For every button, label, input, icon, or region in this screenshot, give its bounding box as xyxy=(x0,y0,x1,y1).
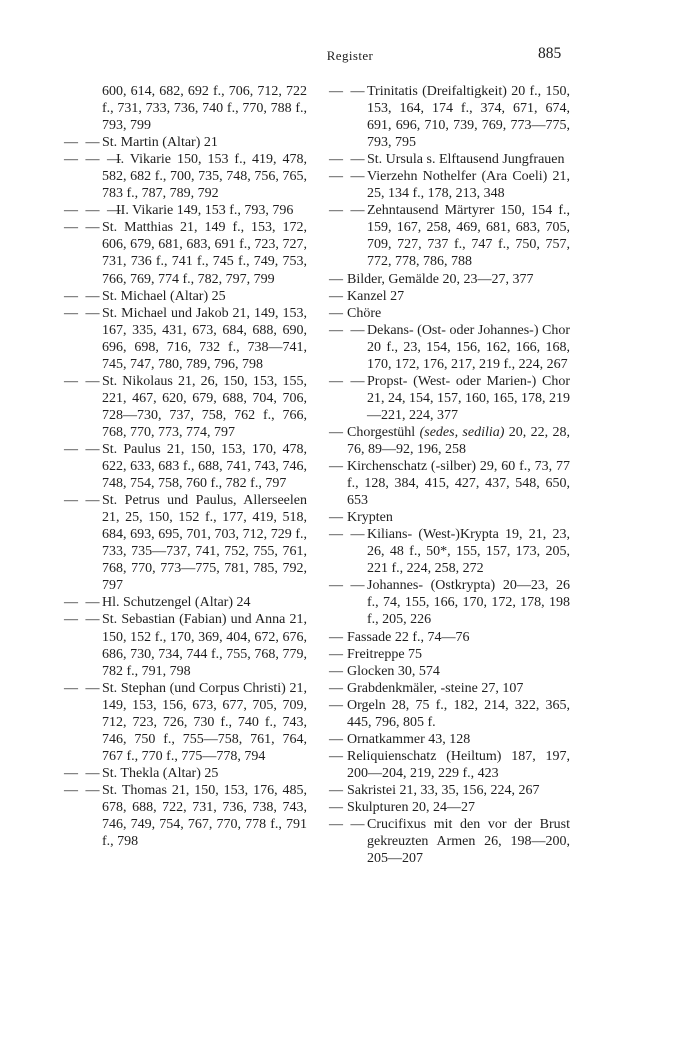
entry-dash: — — xyxy=(329,152,367,168)
entry-dash: — — — xyxy=(64,152,123,168)
index-entry xyxy=(329,271,570,288)
entry-text: Fassade 22 f., 74—76 xyxy=(347,629,470,645)
entry-text: Chorgestühl xyxy=(347,424,416,440)
index-entry xyxy=(64,134,307,151)
entry-dash: — xyxy=(329,663,345,679)
entry-dash: — xyxy=(329,629,345,645)
entry-text: Trinitatis (Dreifaltigkeit) 20 f., 150, 153, 164, 174 f., 374, 671, 674, 691, 696, 710, 739, 769, 773—775, 793, 795 xyxy=(367,84,570,151)
index-entry xyxy=(329,697,570,731)
index-entry xyxy=(64,373,307,441)
running-header: Register xyxy=(326,48,374,63)
entry-dash: — — xyxy=(64,288,102,304)
entry-text: Orgeln 28, 75 f., 182, 214, 322, 365, 445, 796, 805 f. xyxy=(347,697,570,730)
index-entry xyxy=(329,526,570,577)
index-entry xyxy=(329,83,570,151)
index-entry xyxy=(64,680,307,765)
entry-dash: — — xyxy=(329,84,367,99)
entry-dash: — — xyxy=(64,612,102,628)
index-entry xyxy=(329,305,570,322)
entry-dash: — — xyxy=(329,169,367,185)
entry-dash: — — xyxy=(64,373,102,389)
index-entry xyxy=(329,288,570,305)
entry-text: I. Vikarie 150, 153 f., 419, 478, 582, 682 f., 700, 735, 748, 756, 765, 783 f., 787, 789, 792 xyxy=(102,152,307,202)
entry-text: Grabdenkmäler, -steine 27, 107 xyxy=(347,680,524,696)
entry-dash: — xyxy=(329,680,345,696)
entry-dash: — xyxy=(329,510,345,526)
entry-dash: — — xyxy=(64,135,102,151)
index-entry xyxy=(329,748,570,782)
entry-dash: — xyxy=(329,731,345,747)
index-entry xyxy=(64,288,307,305)
entry-dash: — xyxy=(329,782,345,798)
entry-text: St. Thekla (Altar) 25 xyxy=(102,765,219,781)
index-entry xyxy=(329,680,570,697)
entry-text-continued: 20, 22, 28, 76, 89—92, 196, 258 xyxy=(347,424,571,457)
entry-text: St. Paulus 21, 150, 153, 170, 478, 622, 633, 683 f., 688, 741, 743, 746, 748, 754, 758, 760 f., 782 f., 797 xyxy=(102,441,307,492)
entry-text: Skulpturen 20, 24—27 xyxy=(347,799,475,815)
entry-dash: — — xyxy=(64,305,102,321)
entry-text: St. Stephan (und Corpus Christi) 21, 149, 153, 156, 673, 677, 705, 709, 712, 723, 726, 730 f., 740 f., 743, 746, 750 f., 755—758, 761, 764, 767 f., 770 f., 775—778, 794 xyxy=(102,680,307,764)
entry-text: Chöre xyxy=(347,305,382,321)
entry-dash: — xyxy=(329,271,345,287)
entry-dash: — xyxy=(329,748,345,764)
entry-text: St. Sebastian (Fabian) und Anna 21, 150, 152 f., 170, 369, 404, 672, 676, 686, 730, 734, 744 f., 755, 768, 779, 782 f., 791, 798 xyxy=(102,612,307,679)
entry-text: St. Petrus und Paulus, Allerseelen 21, 25, 150, 152 f., 177, 419, 518, 684, 693, 695, 701, 703, 712, 729 f., 733, 735—737, 741, 752, 755, 761, 768, 770, 773—775, 781, 785, 792, 797 xyxy=(102,493,307,594)
entry-text: Ornatkammer 43, 128 xyxy=(347,731,471,747)
index-entry xyxy=(64,305,307,373)
entry-dash: — xyxy=(329,459,345,475)
index-entry xyxy=(64,492,307,594)
entry-text: Hl. Schutzengel (Altar) 24 xyxy=(102,595,251,611)
entry-text: Kirchenschatz (-silber) 29, 60 f., 73, 77 f., 128, 384, 415, 427, 437, 548, 650, 653 xyxy=(347,459,570,509)
entry-text: Zehntausend Märtyrer 150, 154 f., 159, 167, 258, 469, 681, 683, 705, 709, 727, 737 f., 747 f., 750, 757, 772, 778, 786, 788 xyxy=(367,203,570,270)
entry-dash: — — xyxy=(64,493,102,509)
entry-dash: — — xyxy=(329,203,367,219)
entry-text: Johannes- (Ostkrypta) 20—23, 26 f., 74, 155, 166, 170, 172, 178, 198 f., 205, 226 xyxy=(367,578,570,628)
index-entry xyxy=(329,629,570,646)
entry-dash: — — xyxy=(329,322,367,338)
index-entry xyxy=(329,424,570,458)
index-entry xyxy=(329,509,570,526)
entry-dash: — — xyxy=(329,527,367,543)
entry-text: Kilians- (West-)Krypta 19, 21, 23, 26, 48 f., 50*, 155, 157, 173, 205, 221 f., 224, 258, 272 xyxy=(367,527,570,577)
index-entry xyxy=(64,202,307,219)
index-entry xyxy=(329,663,570,680)
entry-dash: — xyxy=(329,424,345,440)
entry-text: St. Martin (Altar) 21 xyxy=(102,135,218,151)
index-entry xyxy=(329,816,570,867)
entry-text: St. Matthias 21, 149 f., 153, 172, 606, 679, 681, 683, 691 f., 723, 727, 731, 736 f., 741 f., 745 f., 749, 753, 766, 769, 774 f., 782, 797, 799 xyxy=(102,220,307,287)
entry-text: St. Michael und Jakob 21, 149, 153, 167, 335, 431, 673, 684, 688, 690, 696, 698, 716, 732 f., 738—741, 745, 747, 780, 789, 796, 798 xyxy=(102,305,307,372)
index-column-right xyxy=(329,83,570,867)
entry-italic-text: (sedes, sedilia) xyxy=(419,424,505,440)
entry-dash: — — xyxy=(329,817,367,833)
entry-dash: — — xyxy=(64,595,102,611)
index-entry xyxy=(64,219,307,287)
index-column-left xyxy=(64,83,307,850)
index-entry xyxy=(329,322,570,373)
index-entry xyxy=(64,83,307,134)
entry-dash: — xyxy=(329,799,345,815)
index-entry xyxy=(329,782,570,799)
index-entry xyxy=(329,577,570,628)
entry-text: Bilder, Gemälde 20, 23—27, 377 xyxy=(347,271,534,287)
entry-text: 600, 614, 682, 692 f., 706, 712, 722 f., 731, 733, 736, 740 f., 770, 788 f., 793, 799 xyxy=(102,84,307,134)
entry-dash: — — xyxy=(64,220,102,236)
index-entry xyxy=(329,731,570,748)
entry-text: Freitreppe 75 xyxy=(347,646,423,662)
entry-text: Propst- (West- oder Marien-) Chor 21, 24, 154, 157, 160, 165, 178, 219—221, 224, 377 xyxy=(367,373,570,423)
entry-text: St. Nikolaus 21, 26, 150, 153, 155, 221, 467, 620, 679, 688, 704, 706, 728—730, 737, 758, 762 f., 766, 768, 770, 773, 774, 797 xyxy=(102,373,307,440)
index-entry xyxy=(329,168,570,202)
entry-text: St. Ursula s. Elftausend Jungfrauen xyxy=(367,152,565,168)
entry-text: St. Michael (Altar) 25 xyxy=(102,288,226,304)
entry-dash: — — xyxy=(329,373,367,389)
entry-text: Reliquienschatz (Heiltum) 187, 197, 200—204, 219, 229 f., 423 xyxy=(347,748,570,781)
entry-text: Dekans- (Ost- oder Johannes-) Chor 20 f., 23, 154, 156, 162, 166, 168, 170, 172, 176, 217, 219 f., 224, 267 xyxy=(367,322,570,372)
entry-dash: — — xyxy=(64,765,102,781)
index-entry xyxy=(329,458,570,509)
index-entry xyxy=(64,782,307,850)
index-entry xyxy=(329,151,570,168)
entry-text: Glocken 30, 574 xyxy=(347,663,440,679)
entry-dash: — — xyxy=(329,578,367,594)
entry-dash: — — xyxy=(64,782,102,798)
entry-text: Krypten xyxy=(347,510,393,526)
entry-text: Sakristei 21, 33, 35, 156, 224, 267 xyxy=(347,782,540,798)
index-entry xyxy=(64,151,307,202)
entry-dash: — xyxy=(329,305,345,321)
entry-text: II. Vikarie 149, 153 f., 793, 796 xyxy=(116,203,294,219)
index-entry xyxy=(329,373,570,424)
index-entry xyxy=(64,594,307,611)
entry-dash: — — xyxy=(64,680,102,696)
index-entry xyxy=(64,441,307,492)
entry-text: St. Thomas 21, 150, 153, 176, 485, 678, 688, 722, 731, 736, 738, 743, 746, 749, 754, 767, 770, 778 f., 791 f., 798 xyxy=(102,782,307,850)
entry-text: Crucifixus mit den vor der Brust gekreuzten Armen 26, 198—200, 205—207 xyxy=(367,817,570,867)
entry-dash: — — — xyxy=(64,203,123,219)
index-entry xyxy=(64,765,307,782)
entry-dash: — — xyxy=(64,441,102,457)
entry-dash: — xyxy=(329,697,345,713)
entry-dash: — xyxy=(329,646,345,662)
index-entry xyxy=(329,646,570,663)
index-entry xyxy=(329,799,570,816)
entry-text: Vierzehn Nothelfer (Ara Coeli) 21, 25, 134 f., 178, 213, 348 xyxy=(367,169,570,202)
index-entry xyxy=(64,611,307,679)
page-number: 885 xyxy=(538,45,562,62)
index-entry xyxy=(329,202,570,270)
entry-text: Kanzel 27 xyxy=(347,288,405,304)
entry-dash: — xyxy=(329,288,345,304)
